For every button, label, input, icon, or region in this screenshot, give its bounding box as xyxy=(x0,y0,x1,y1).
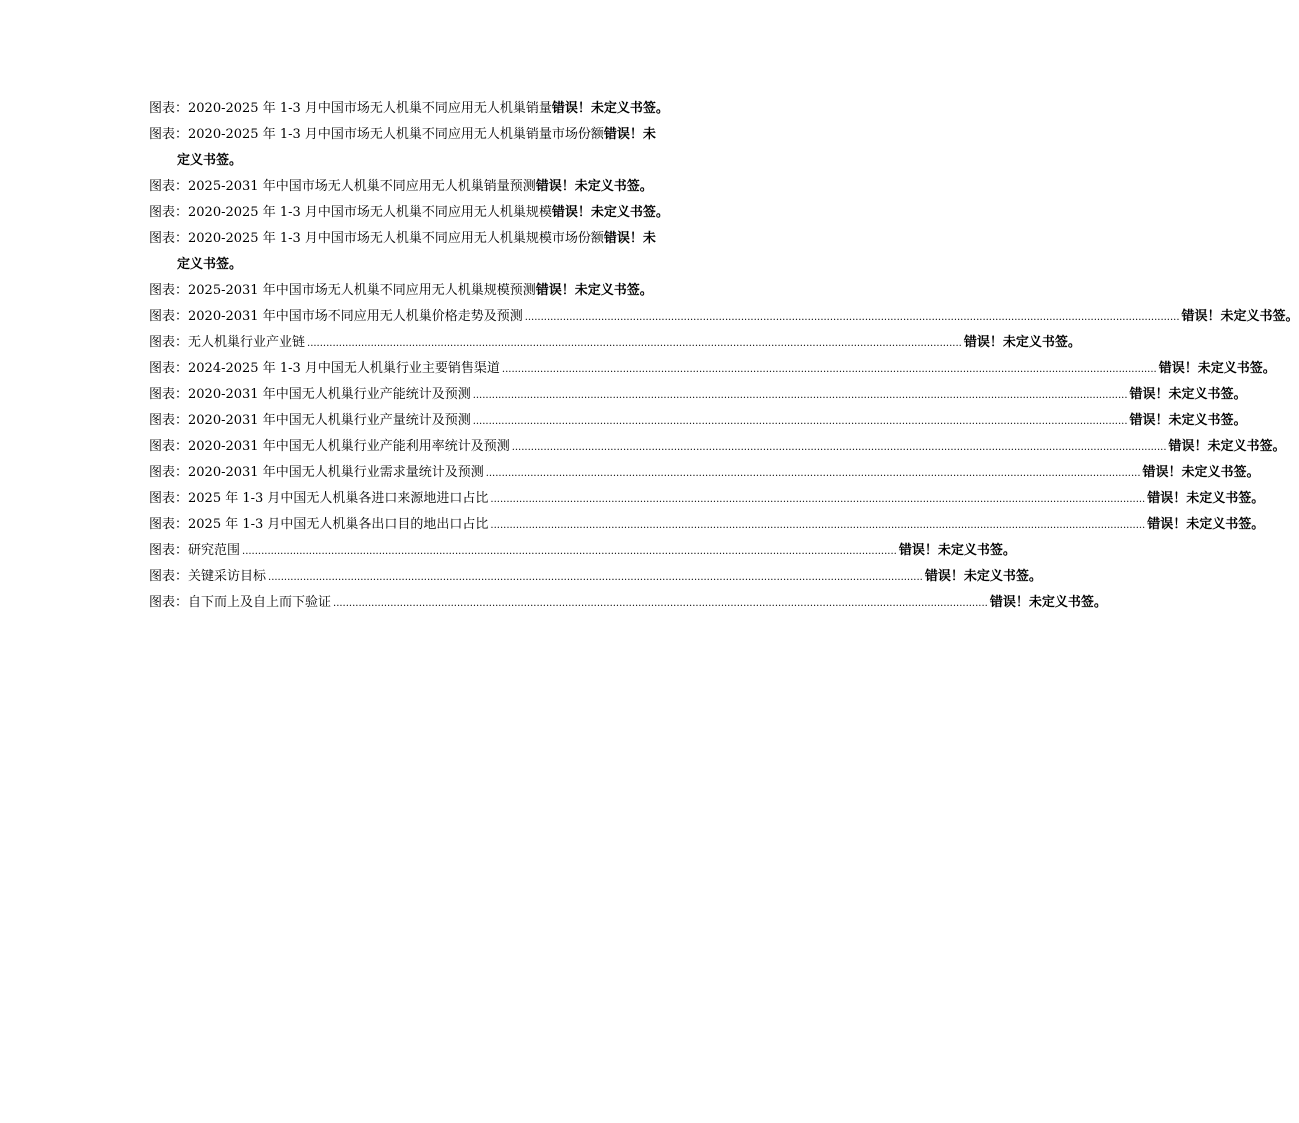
toc-dot-leader xyxy=(525,305,1180,331)
toc-entry-error: 错误！未定义书签。 xyxy=(1158,361,1276,376)
toc-entry[interactable] xyxy=(149,356,1276,382)
toc-entry[interactable] xyxy=(149,486,1265,512)
toc-entry-error: 错误！未定义书签。 xyxy=(1147,491,1265,506)
toc-entry[interactable] xyxy=(149,278,677,304)
toc-dot-leader xyxy=(473,409,1128,435)
toc-entry[interactable] xyxy=(149,304,1299,330)
toc-entry-title: 图表：2020-2025 年 1-3 月中国市场无人机巢不同应用无人机巢规模 xyxy=(149,205,552,220)
toc-entry[interactable] xyxy=(149,330,1081,356)
toc-entry-error: 错误！未定义书签。 xyxy=(551,101,669,116)
toc-entry-title: 图表：2025 年 1-3 月中国无人机巢各进口来源地进口占比 xyxy=(149,491,489,506)
toc-dot-leader xyxy=(512,435,1167,461)
toc-entry-error: 错误！未定义书签。 xyxy=(924,569,1042,584)
toc-entry[interactable] xyxy=(149,460,1260,486)
toc-entry-title: 图表：2020-2025 年 1-3 月中国市场无人机巢不同应用无人机巢销量 xyxy=(149,101,552,116)
toc-entry[interactable] xyxy=(149,200,677,226)
toc-entry-title: 图表：2020-2025 年 1-3 月中国市场无人机巢不同应用无人机巢销量市场份额 xyxy=(149,127,604,142)
toc-entry-error: 错误！未定义书签。 xyxy=(551,205,669,220)
toc-entry-error: 错误！未定义书签。 xyxy=(898,543,1016,558)
toc-entry[interactable] xyxy=(149,434,1286,460)
toc-dot-leader xyxy=(490,487,1145,513)
toc-dot-leader xyxy=(490,513,1145,539)
toc-entry-title: 图表：2020-2031 年中国无人机巢行业产量统计及预测 xyxy=(149,413,471,428)
toc-entry[interactable] xyxy=(149,512,1265,538)
table-of-figures xyxy=(149,96,1299,616)
toc-dot-leader xyxy=(242,539,897,565)
toc-dot-leader xyxy=(268,565,923,591)
toc-entry-error: 错误！未定义书签。 xyxy=(1129,387,1247,402)
toc-dot-leader xyxy=(307,331,962,357)
toc-entry-title: 图表：研究范围 xyxy=(149,543,241,558)
toc-entry[interactable] xyxy=(149,382,1247,408)
toc-entry-title: 图表：自下而上及自上而下验证 xyxy=(149,595,332,610)
toc-entry[interactable] xyxy=(149,590,1107,616)
toc-entry-title: 图表：2020-2031 年中国市场不同应用无人机巢价格走势及预测 xyxy=(149,309,523,324)
toc-entry-title: 图表：2020-2031 年中国无人机巢行业产能统计及预测 xyxy=(149,387,471,402)
toc-entry-title: 图表：2020-2031 年中国无人机巢行业需求量统计及预测 xyxy=(149,465,484,480)
toc-entry[interactable] xyxy=(149,564,1042,590)
toc-entry-title: 图表：2020-2025 年 1-3 月中国市场无人机巢不同应用无人机巢规模市场份额 xyxy=(149,231,604,246)
toc-entry-title: 图表：2025-2031 年中国市场无人机巢不同应用无人机巢销量预测 xyxy=(149,179,536,194)
toc-dot-leader xyxy=(486,461,1141,487)
toc-entry-error: 错误！未定义书签。 xyxy=(535,179,653,194)
toc-entry-error: 错误！未定义书签。 xyxy=(1181,309,1299,324)
toc-entry-title: 图表：无人机巢行业产业链 xyxy=(149,335,306,350)
toc-entry-error: 错误！未定义书签。 xyxy=(989,595,1107,610)
toc-entry-error: 错误！未定义书签。 xyxy=(1168,439,1286,454)
toc-entry-title: 图表：2025-2031 年中国市场无人机巢不同应用无人机巢规模预测 xyxy=(149,283,536,298)
toc-entry-error: 错误！未 xyxy=(603,127,656,142)
toc-entry-error: 错误！未定义书签。 xyxy=(1142,465,1260,480)
toc-entry[interactable] xyxy=(149,96,677,122)
toc-entry-title: 图表：2020-2031 年中国无人机巢行业产能利用率统计及预测 xyxy=(149,439,510,454)
toc-entry-title: 图表：2025 年 1-3 月中国无人机巢各出口目的地出口占比 xyxy=(149,517,489,532)
toc-dot-leader xyxy=(473,383,1128,409)
toc-dot-leader xyxy=(502,357,1157,383)
toc-entry[interactable] xyxy=(149,174,677,200)
toc-entry[interactable] xyxy=(149,226,677,278)
toc-entry[interactable] xyxy=(149,408,1247,434)
toc-entry-error: 错误！未定义书签。 xyxy=(1147,517,1265,532)
toc-entry-error: 错误！未 xyxy=(603,231,656,246)
toc-entry-error: 错误！未定义书签。 xyxy=(963,335,1081,350)
toc-entry[interactable] xyxy=(149,538,1016,564)
toc-entry-error-continued: 定义书签。 xyxy=(177,153,243,168)
toc-entry-error: 错误！未定义书签。 xyxy=(1129,413,1247,428)
toc-dot-leader xyxy=(333,591,988,617)
toc-entry-error-continued: 定义书签。 xyxy=(177,257,243,272)
toc-entry-title: 图表：关键采访目标 xyxy=(149,569,267,584)
toc-entry-error: 错误！未定义书签。 xyxy=(535,283,653,298)
toc-entry-title: 图表：2024-2025 年 1-3 月中国无人机巢行业主要销售渠道 xyxy=(149,361,500,376)
toc-entry[interactable] xyxy=(149,122,677,174)
